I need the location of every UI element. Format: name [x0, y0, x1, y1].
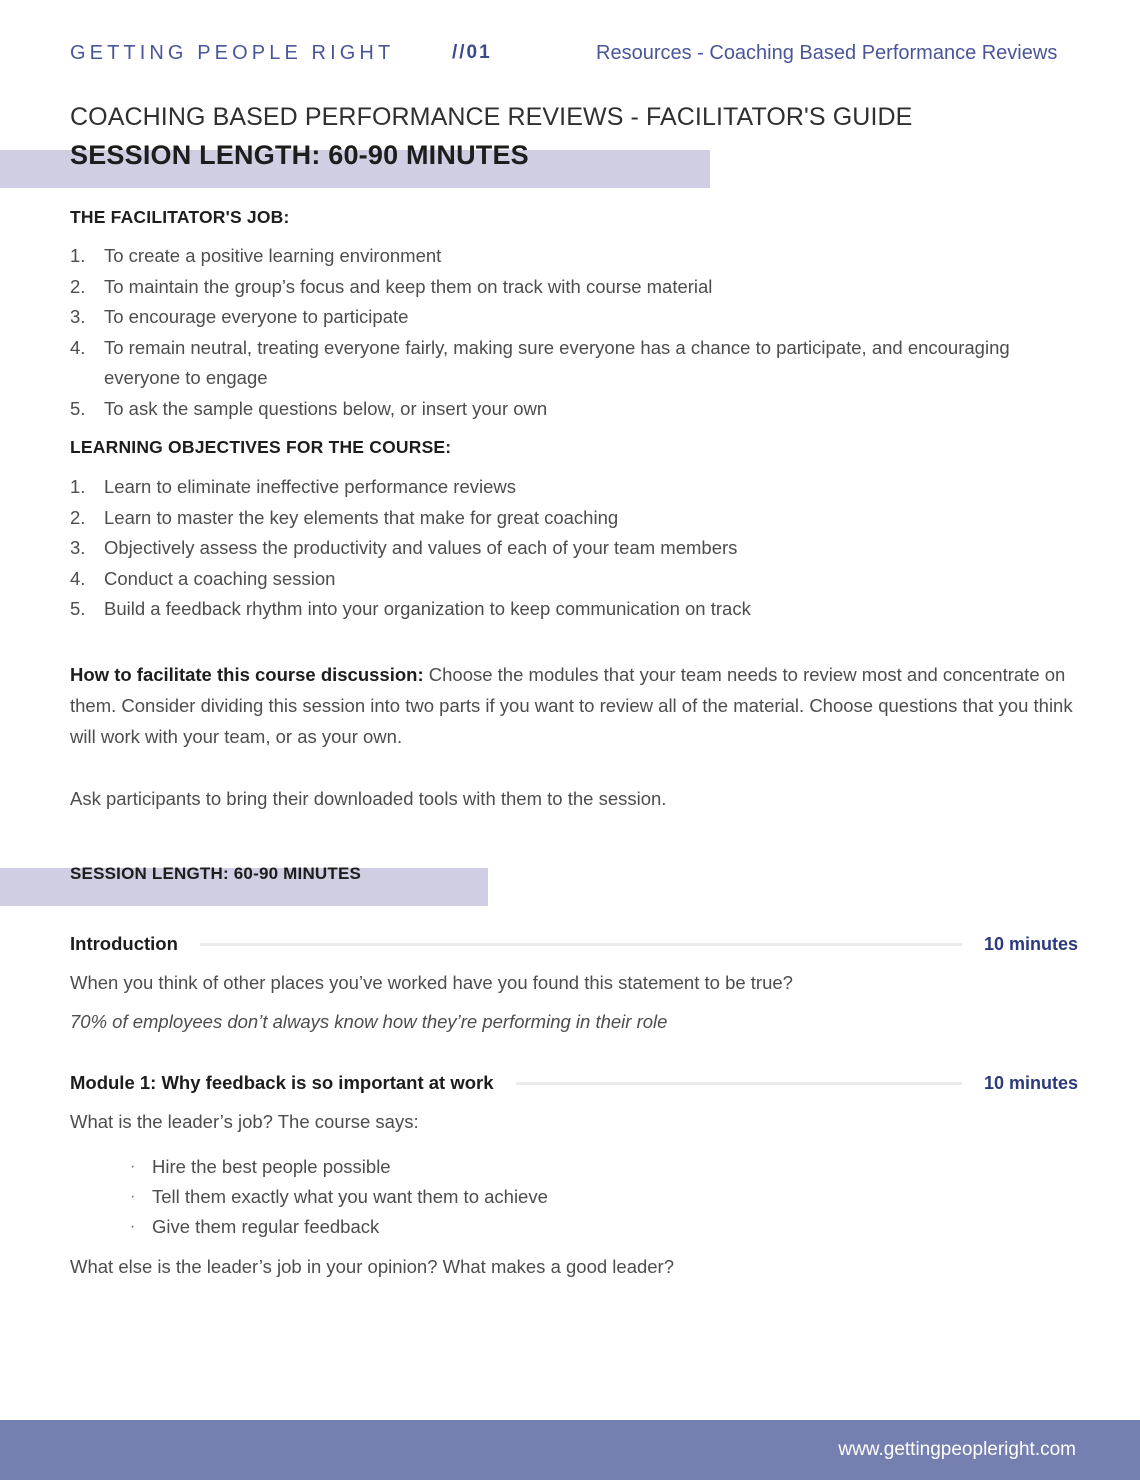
module-1-bullet-list [130, 1152, 830, 1242]
list-item-label: Hire the best people possible [152, 1156, 391, 1177]
module-1-closing-question: What else is the leader’s job in your opinion? What makes a good leader? [70, 1256, 675, 1277]
facilitator-job-heading: THE FACILITATOR'S JOB: [70, 207, 290, 227]
page-header [0, 42, 1140, 74]
bullet-dot-icon: · [130, 1188, 136, 1205]
list-item [70, 564, 1080, 595]
module-duration: 10 minutes [983, 933, 1078, 954]
session-length-subheading: SESSION LENGTH: 60-90 MINUTES [70, 864, 362, 883]
module-title: Module 1: Why feedback is so important at work [70, 1072, 494, 1093]
list-item-number: 4. [70, 567, 86, 589]
list-item-label: Learn to eliminate ineffective performance reviews [104, 476, 517, 497]
footer-website-url[interactable]: www.gettingpeopleright.com [838, 1439, 1076, 1460]
list-item-number: 3. [70, 537, 86, 558]
facilitate-paragraph-lead: How to facilitate this course discussion: [70, 664, 424, 685]
list-item-number: 1. [70, 245, 86, 266]
list-item [130, 1212, 830, 1242]
module-row-module-1 [70, 1071, 1078, 1095]
list-item-number: 5. [70, 598, 86, 619]
list-item-label: Objectively assess the productivity and values of each of your team members [104, 537, 738, 558]
module-divider [200, 943, 962, 946]
list-item-label: To create a positive learning environment [104, 245, 442, 266]
facilitate-paragraph [70, 659, 1075, 752]
list-item [70, 472, 1080, 503]
issue-number: //01 [452, 42, 492, 63]
list-item-label: Conduct a coaching session [104, 567, 336, 589]
list-item-number: 2. [70, 275, 86, 297]
bullet-dot-icon: · [130, 1218, 136, 1235]
list-item [70, 533, 1080, 564]
list-item-number: 1. [70, 476, 86, 497]
brand-logotype: GETTING PEOPLE RIGHT [70, 42, 395, 64]
list-item [70, 594, 1080, 625]
bullet-dot-icon: · [130, 1158, 136, 1175]
list-item [70, 302, 1080, 333]
list-item [70, 272, 1080, 303]
session-length-heading: SESSION LENGTH: 60-90 MINUTES [70, 140, 529, 170]
learning-objectives-heading: LEARNING OBJECTIVES FOR THE COURSE: [70, 437, 452, 457]
breadcrumb: Resources - Coaching Based Performance Reviews [596, 42, 1058, 64]
list-item [70, 394, 1080, 425]
list-item-number: 4. [70, 336, 86, 358]
list-item-number: 5. [70, 397, 86, 419]
list-item [130, 1152, 830, 1182]
list-item-label: Tell them exactly what you want them to achieve [152, 1186, 548, 1207]
list-item-label: To remain neutral, treating everyone fairly, making sure everyone has a chance to participate, and encouraging everyone to engage [104, 336, 1010, 388]
list-item-label: Build a feedback rhythm into your organization to keep communication on track [104, 598, 751, 619]
introduction-question: When you think of other places you’ve worked have you found this statement to be true? [70, 972, 793, 993]
page-title: COACHING BASED PERFORMANCE REVIEWS - FACILITATOR'S GUIDE [70, 103, 913, 131]
list-item [70, 333, 1080, 394]
facilitator-job-list [70, 241, 1080, 424]
list-item-label: Learn to master the key elements that make for great coaching [104, 506, 619, 528]
learning-objectives-list [70, 472, 1080, 625]
ask-participants-paragraph: Ask participants to bring their downloaded tools with them to the session. [70, 788, 667, 809]
module-1-question: What is the leader’s job? The course says: [70, 1111, 419, 1132]
list-item [70, 241, 1080, 272]
module-title: Introduction [70, 933, 178, 954]
list-item-label: To ask the sample questions below, or insert your own [104, 397, 548, 419]
list-item [70, 503, 1080, 534]
facilitate-paragraph-body: Choose the modules that your team needs to review most and concentrate on them. Consider dividing this session into two parts if you want to review all of the material. Choose questions that you think will work with your team, or as your own. [70, 664, 1073, 747]
page-footer [0, 1420, 1140, 1480]
module-row-introduction [70, 932, 1078, 956]
list-item-number: 2. [70, 506, 86, 528]
list-item-label: To encourage everyone to participate [104, 306, 409, 327]
introduction-statistic: 70% of employees don’t always know how they’re performing in their role [70, 1011, 668, 1032]
list-item-number: 3. [70, 306, 86, 327]
list-item [130, 1182, 830, 1212]
module-divider [516, 1082, 962, 1085]
module-duration: 10 minutes [983, 1072, 1078, 1093]
list-item-label: To maintain the group’s focus and keep them on track with course material [104, 275, 713, 297]
list-item-label: Give them regular feedback [152, 1216, 380, 1237]
